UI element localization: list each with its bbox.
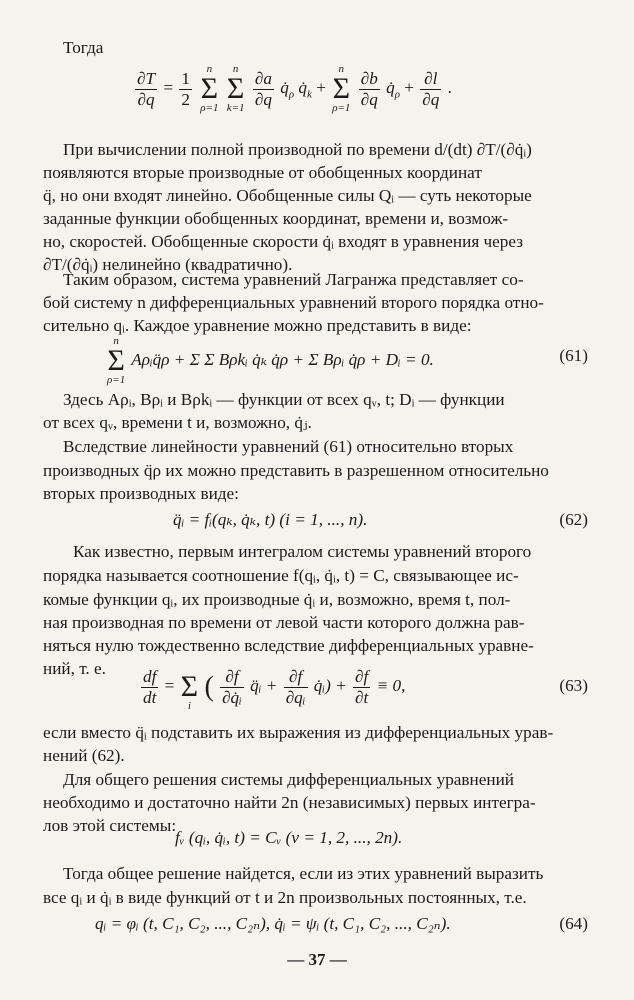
eq64-body: qᵢ = φᵢ (t, C₁, C₂, ..., C₂ₙ), q̇ᵢ = ψᵢ (t, C₁, C₂, ..., C₂ₙ). <box>95 914 451 933</box>
para3-line-1: Здесь Aρᵢ, Bρᵢ и Bρkᵢ — функции от всех qᵥ, t; Dᵢ — функции <box>63 390 505 409</box>
first-integrals-body: fᵥ (qᵢ, q̇ᵢ, t) = Cᵥ (ν = 1, 2, ..., 2n). <box>175 828 403 847</box>
sum-rho: n Σ ρ=1 <box>200 63 219 114</box>
eq61-number: (61) <box>559 346 588 365</box>
eq63-frac-3: $\frac{\partial f}{\partial t}$ <box>355 666 369 707</box>
eq63-frac-1: $\frac{\partial f}{\text{∂q̇ᵢ}}$ <box>222 666 242 707</box>
sum-rho-2: n Σ ρ=1 <box>332 63 351 114</box>
para6-line-1: если вместо q̈ᵢ подставить их выражения из дифференциальных урав- <box>43 723 554 742</box>
para4-line-2: производных q̈ρ их можно представить в разрешенном относительно <box>43 461 549 480</box>
page-number: — 37 — <box>287 950 347 969</box>
para5-line-5: няться нулю тождественно вследствие дифференциальных уравне- <box>43 636 534 655</box>
eq63-frac-2: $\frac{\partial f}{\text{∂qᵢ}}$ <box>285 666 306 707</box>
para4-line-3: вторых производных виде: <box>43 484 239 503</box>
para1-line-1: При вычислении полной производной по времени d/(dt) ∂T/(∂q̇ᵢ) <box>63 140 532 159</box>
equation-63: $\frac{df}{dt}$ = Σ i ( $\frac{\partial f}{\text{∂q̇ᵢ}}$ q̈ᵢ + $\frac{\partial f}{\text{∂qᵢ}}$ q̇ᵢ) + $\frac{\partial f}{\partial t}$ ≡ 0, (63) <box>43 658 592 714</box>
eq62-number: (62) <box>559 510 588 529</box>
text-togda: Тогда <box>63 38 104 57</box>
para1-line-5: но, скоростей. Обобщенные скорости q̇ᵢ входят в уравнения через <box>43 232 524 251</box>
para1-line-2: появляются вторые производные от обобщенных координат <box>43 163 482 182</box>
para7-line-2: необходимо и достаточно найти 2n (независимых) первых интегра- <box>43 793 536 812</box>
equation-61 <box>43 334 592 386</box>
para5-line-3: комые функции qᵢ, их производные q̇ᵢ и, возможно, время t, пол- <box>43 590 511 609</box>
para7-line-3: лов этой системы: <box>43 816 177 835</box>
para2-line-3: сительно qᵢ. Каждое уравнение можно представить в виде: <box>43 316 472 335</box>
para5-line-2: порядка называется соотношение f(qᵢ, q̇ᵢ, t) = C, связывающее ис- <box>43 566 519 585</box>
para8-line-1: Тогда общее решение найдется, если из этих уравнений выразить <box>63 864 544 883</box>
equation-62 <box>43 508 592 536</box>
equation-64 <box>43 912 592 940</box>
frac-da: $\frac{\partial a}{\partial q}$ <box>254 68 272 109</box>
para5-line-1: Как известно, первым интегралом системы уравнений второго <box>73 542 532 561</box>
eq61-sum-1: n Σ ρ=1 <box>107 335 126 386</box>
para8-line-2: все qᵢ и q̇ᵢ в виде функций от t и 2n произвольных постоянных, т.е. <box>43 888 527 907</box>
eq63-number: (63) <box>559 676 588 695</box>
para4-line-1: Вследствие линейности уравнений (61) относительно вторых <box>63 437 514 456</box>
para1-line-3: q̈, но они входят линейно. Обобщенные силы Qᵢ — суть некоторые <box>43 186 532 205</box>
frac-db: $\frac{\partial b}{\partial q}$ <box>360 68 378 109</box>
para6-line-2: нений (62). <box>43 746 125 765</box>
eq63-frac-df-dt: $\frac{df}{dt}$ <box>143 666 157 707</box>
para2-line-2: бой систему n дифференциальных уравнений второго порядка отно- <box>43 293 544 312</box>
eq63-sum: Σ i <box>180 670 199 712</box>
frac-half: $\frac{1}{2}$ <box>181 68 190 109</box>
eq63-tail: q̇ᵢ) + <box>313 675 347 695</box>
eq61-body: Aρᵢq̈ρ + Σ Σ Bρkᵢ q̇ₖ q̇ρ + Σ Bρᵢ q̇ρ + Dᵢ = 0. <box>131 349 434 369</box>
para5-line-6: ний, т. е. <box>43 659 106 678</box>
eq63-mid: q̈ᵢ + <box>250 675 278 695</box>
frac-lhs: $\frac{\partial T}{\partial q}$ <box>137 68 156 109</box>
para1-line-4: заданные функции обобщенных координат, времени и, возмож- <box>43 209 509 228</box>
equation-first-integrals <box>43 826 592 854</box>
eq63-end: ≡ 0, <box>376 675 406 695</box>
para3-line-2: от всех qᵥ, времени t и, возможно, q̇ⱼ. <box>43 413 312 432</box>
para5-line-4: ная производная по времени от левой части которого должна рав- <box>43 613 525 632</box>
frac-dl: $\frac{\partial l}{\partial q}$ <box>422 68 440 109</box>
para1-line-6: ∂T/(∂q̇ᵢ) нелинейно (квадратично). <box>43 255 293 274</box>
eq62-body: q̈ᵢ = fᵢ(qₖ, q̇ₖ, t) (i = 1, ..., n). <box>173 510 368 529</box>
equation-top: $\frac{\partial T}{\partial q}$ = $\frac{1}{2}$ n Σ ρ=1 n Σ k=1 $\frac{\partial a}{\partial q}$ $q̇_\rho$ $q̇_k$ + n Σ ρ=1 $\frac{\partial b}{\partial q}$ $q̇_\rho$ + $\frac{\partial l}{\partial q}$ . <box>137 63 452 114</box>
eq64-number: (64) <box>559 914 588 933</box>
para2-line-1: Таким образом, система уравнений Лагранжа представляет со- <box>63 270 524 289</box>
sum-k: n Σ k=1 <box>226 63 245 114</box>
para7-line-1: Для общего решения системы дифференциальных уравнений <box>63 770 514 789</box>
